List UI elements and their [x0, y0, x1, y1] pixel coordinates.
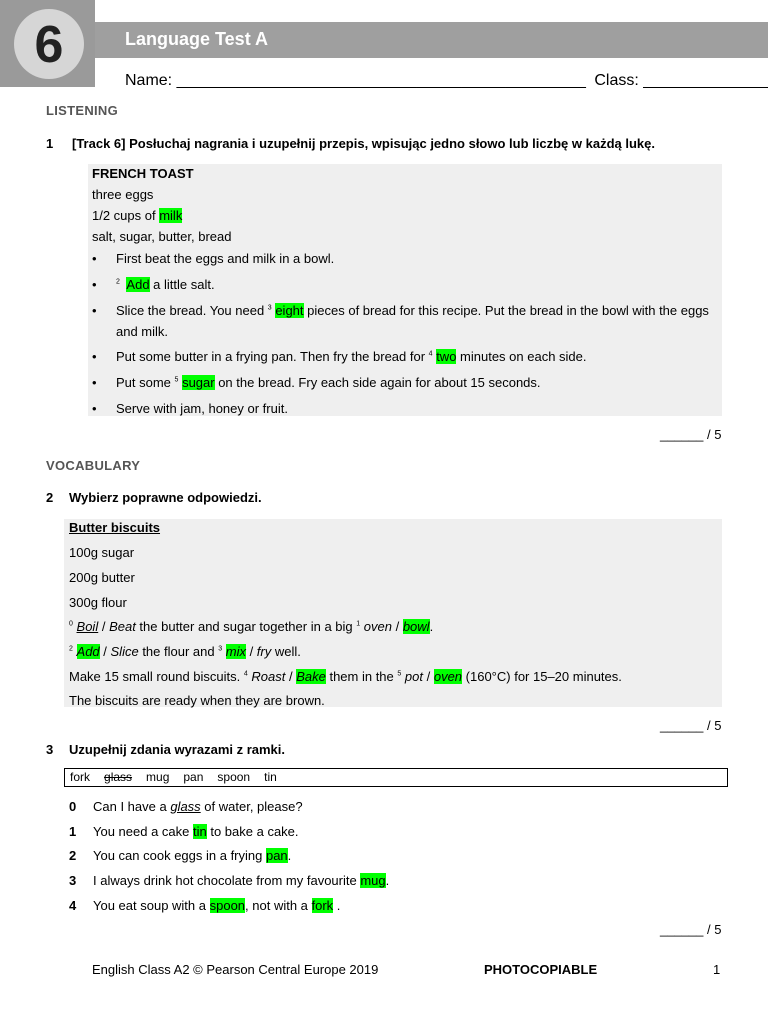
word-tin: tin [264, 770, 277, 784]
answer-bake: Bake [296, 669, 326, 684]
word-pan: pan [183, 770, 204, 784]
question-0: Can I have a glass of water, please? [93, 799, 303, 814]
step-5: Put some $^5$ sugar on the bread. Fry each side again for about 15 seconds. [116, 375, 541, 390]
choice-line-4: Make 15 small round biscuits. $^4$ Roast / Bake them in the $^5$ pot / oven (160°C) for 15–20 minutes. [69, 669, 622, 684]
word-box [64, 768, 728, 787]
answer-two: two [436, 349, 457, 364]
ingredient-flour: 300g flour [69, 595, 127, 610]
answer-tin: tin [193, 824, 207, 839]
recipe-title: Butter biscuits [69, 520, 161, 535]
score-task-1: ______ / 5 [660, 427, 722, 442]
step-1: First beat the eggs and milk in a bowl. [116, 251, 335, 266]
page-title: Language Test A [125, 29, 269, 49]
question-number: 3 [69, 873, 77, 888]
question-number: 0 [69, 799, 77, 814]
answer-fork: fork [311, 898, 334, 913]
section-vocabulary: VOCABULARY [46, 458, 141, 473]
answer-bowl: bowl [402, 619, 430, 634]
answer-eight: eight [275, 303, 304, 318]
page-number: 1 [713, 962, 721, 977]
class-label: Class: ______________ [594, 72, 768, 89]
step-4: Put some butter in a frying pan. Then fry the bread for $^4$ two minutes on each side. [116, 349, 587, 364]
step-6: Serve with jam, honey or fruit. [116, 401, 288, 416]
bullet-icon: • [92, 349, 97, 364]
answer-mug: mug [360, 873, 386, 888]
answer-oven: oven [433, 669, 463, 684]
bullet-icon: • [92, 251, 97, 266]
step-3: Slice the bread. You need $^3$ eight pieces of bread for this recipe. Put the bread in the bowl with the eggs and milk. [116, 303, 709, 339]
footer-copyright: English Class A2 © Pearson Central Europe 2019 [92, 962, 379, 977]
ingredient-sugar: 100g sugar [69, 545, 135, 560]
choice-line-0: $^0$ Boil / Beat the butter and sugar together in a big $^1$ oven / bowl. [69, 619, 434, 634]
instruction-text: [Track 6] Posłuchaj nagrania i uzupełnij przepis, wpisując jedno słowo lub liczbę w każdą lukę. [72, 136, 655, 151]
score-task-3: ______ / 5 [660, 922, 722, 937]
question-3: I always drink hot chocolate from my favourite mug. [93, 873, 390, 888]
bullet-icon: • [92, 401, 97, 416]
unit-number: 6 [34, 16, 64, 74]
question-number: 2 [69, 848, 77, 863]
answer-sugar: sugar [182, 375, 215, 390]
bullet-icon: • [92, 303, 97, 318]
bullet-icon: • [92, 277, 97, 292]
task-number: 1 [46, 136, 54, 151]
question-4: You eat soup with a spoon, not with a fork . [93, 898, 341, 913]
answer-add: Add [76, 644, 100, 659]
question-1: You need a cake tin to bake a cake. [93, 824, 299, 839]
score-task-2: ______ / 5 [660, 718, 722, 733]
word-mug: mug [146, 770, 170, 784]
ingredient-butter: 200g butter [69, 570, 135, 585]
name-field[interactable] [125, 72, 768, 90]
answer-milk: milk [159, 208, 183, 223]
question-2: You can cook eggs in a frying pan. [93, 848, 292, 863]
word-glass: glass [104, 770, 133, 784]
ingredient-3: salt, sugar, butter, bread [92, 229, 232, 244]
biscuits-last-line: The biscuits are ready when they are brown. [69, 693, 325, 708]
recipe-title: FRENCH TOAST [92, 166, 194, 181]
name-label: Name: ______________________________________________ [125, 72, 586, 89]
answer-spoon: spoon [209, 898, 246, 913]
answer-pan: pan [265, 848, 288, 863]
word-fork: fork [70, 770, 91, 784]
section-listening: LISTENING [46, 103, 119, 118]
bullet-icon: • [92, 375, 97, 390]
ingredient-2: 1/2 cups of milk [92, 208, 183, 223]
step-2: $^2$ Add a little salt. [116, 277, 215, 292]
choice-line-2: $^2$ Add / Slice the flour and $^3$ mix / fry well. [69, 644, 301, 659]
question-number: 1 [69, 824, 77, 839]
word-spoon: spoon [217, 770, 251, 784]
answer-add: Add [126, 277, 150, 292]
ingredient-1: three eggs [92, 187, 154, 202]
answer-mix: mix [225, 644, 246, 659]
question-number: 4 [69, 898, 77, 913]
footer-photocopiable: PHOTOCOPIABLE [484, 962, 598, 977]
